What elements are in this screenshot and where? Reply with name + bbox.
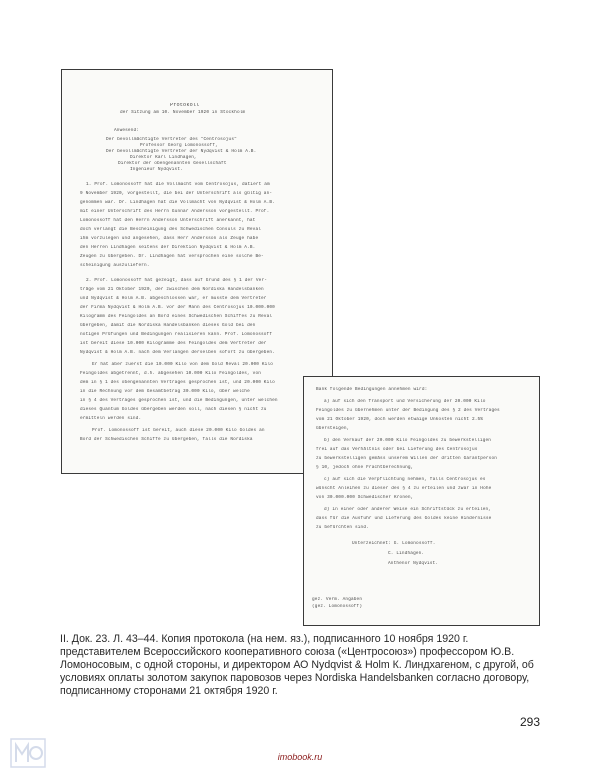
scan1-line: Professor Georg Lomonossoff,	[140, 143, 218, 148]
scan2-line: C. Lindhagen.	[388, 551, 425, 556]
scan2-line: d) in einer oder anderer Weise ein Schriftstück zu erteilen,	[324, 507, 492, 512]
scan1-line: scheinigung auszuliefern.	[80, 263, 150, 268]
scan2-line: zu befürchten sind.	[316, 525, 369, 530]
document-scan-page-2	[303, 376, 540, 626]
scan2-line: dass für die Ausfuhr und Lieferung des Goldes keine Hindernisse	[316, 516, 492, 521]
scan1-line: doch verlangt die Bescheinigung des Schwedischen Consuls zu Reval	[80, 227, 262, 232]
scan1-line: den Herren Lindhagen seitens der Direktion Nydqvist & Holm A.B.	[80, 245, 256, 250]
scan2-line: zu bewerkstelligen gemäss unserem Willen der dritten Garantperson	[316, 456, 498, 461]
document-scan-page-1	[61, 69, 333, 474]
scan1-line: und Nydqvist & Holm A.B. abgeschlossen war, er musste dem Vertreter	[80, 296, 267, 301]
scan2-line: (gez. Lomonossoff)	[312, 604, 363, 609]
scan1-line: Feingoldes abgetrennt, d.h. abgesehen 10.000 Kilo Feingoldes, von	[80, 371, 262, 376]
scan1-line: dieses Quantum Goldes übergeben werden soll, nach diesen § nicht zu	[80, 407, 267, 412]
scan1-line: Der bevollmächtigte Vertreter der Nydqvist & Holm A.B.	[106, 149, 257, 154]
scan1-line: ihm vorzulegen und angesehen, dass Herr Andersson als Zeuge habe	[80, 236, 259, 241]
scan1-line: 1. Prof. Lomonossoff hat die Vollmacht vom Centrosojus, datiert am	[86, 182, 270, 187]
scan2-line: wünscht Anleihen zu dieser des § 4 zu erteilen und zwar in Höhe	[316, 486, 492, 491]
scan1-line: Direktor Karl Lindhagen,	[130, 155, 197, 160]
scan1-line: Anwesend:	[114, 128, 140, 133]
scan1-line: träge vom 21 Oktober 1920, der zwischen dem Nordiska Handelsbanken	[80, 287, 264, 292]
scan1-line: Direktor der obengenannten Gesellschaft	[118, 161, 227, 166]
scan1-line: Er hat aber zuerst die 10.000 Kilo von dem Gold Reval 20.000 Kilo	[92, 362, 274, 367]
scan2-line: übersteigen,	[316, 426, 350, 431]
scan2-line: § 10, jedoch ohne Frachtberechnung,	[316, 465, 414, 470]
scan1-line: Nydqvist & Holm A.B. nach dem Verlangen derselben sofort zu übergeben.	[80, 350, 275, 355]
scan1-line: ist bereit diese 10.000 Kilogramme des Feingoldes dem Vertreter der	[80, 341, 267, 346]
scan1-line: Protokoll	[170, 103, 200, 108]
scan1-line: der Sitzung am 10. November 1920 in Stockholm	[120, 110, 246, 115]
scan1-line: genommen war. Dr. Lindhagen hat die Vollmacht von Nydqvist & Holm A.B.	[80, 200, 275, 205]
scan1-line: Zeugen zu übergeben. Dr. Lindhagen hat versprochen eine solche Be-	[80, 254, 264, 259]
scan2-line: gez. Verm. Angaben	[312, 597, 363, 602]
scan2-line: Bank folgende Bedingungen annehmen wird:	[316, 387, 428, 392]
scan2-line: frei auf das Verhältnis oder bei Lieferung des Centrosojus	[316, 447, 478, 452]
scan2-line: vom 21 Oktober 1920, doch werden etwaige Unkosten nicht 2.5%	[316, 417, 484, 422]
scan1-line: mit einer Unterschrift des Herrn Gunnar Andersson vorgestellt. Prof.	[80, 209, 270, 214]
scan1-line: Kilogramm des Feingoldes an Bord eines Schwedischen Schiffes zu Reval	[80, 314, 273, 319]
scan2-line: c) auf sich die Verpflichtung nehmen, falls Centrosojus es	[324, 477, 486, 482]
scan1-line: Der bevollmächtigte Vertreter des "Centrosojus"	[106, 137, 237, 142]
scan1-line: Ingenieur Nydqvist.	[130, 167, 183, 172]
scan1-line: Prof. Lomonossoff ist bereit, auch diese 20.000 Kilo Goldes an	[92, 428, 265, 433]
scan2-line: a) auf sich den Transport und Versicherung der 20.000 Kilo	[324, 399, 486, 404]
scan2-line: Unterzeichnet: G. Lomonossoff.	[352, 541, 436, 546]
scan2-line: Feingoldes zu übernehmen unter der Bedingung des § 2 des Vertrages	[316, 408, 500, 413]
scan1-line: Lomonossoff hat den Herrn Andersson Unterschrift anerkannt, hat	[80, 218, 256, 223]
scan2-line: Anthenor Nydqvist.	[388, 561, 439, 566]
scan2-line: b) den Verkauf der 20.000 Kilo Feingoldes zu bewerkstelligen	[324, 438, 492, 443]
scan1-line: Bord der Schwedischen Schiffe zu übergeben, falls die Nordiska	[80, 437, 253, 442]
page-number: 293	[519, 715, 540, 729]
site-footer-link[interactable]: imobook.ru	[277, 752, 323, 762]
scan1-line: übergeben, damit die Nordiska Handelsbanken dieses Gold bei den	[80, 323, 256, 328]
scan1-line: nötigen Prüfungen und Bedingungen realisieren kann. Prof. Lomonossoff	[80, 332, 273, 337]
scan1-line: in die Rechnung vor dem Gesamtbetrag 30.000 Kilo, über welche	[80, 389, 250, 394]
figure-caption: II. Док. 23. Л. 43–44. Копия протокола (на нем. яз.), подписанного 10 ноября 1920 г. представителем Всероссийского кооперативного союза («Центросоюз») профессором Ю.В. Ломоносовым, с одной стороны, и директором АО Nydqvist & Holm К. Линдхагеном, с другой, об условиях оплаты золотом закупок паровозов через Nordiska Handelsbanken согласно договору, подписанному сторонами 21 октября 1920 г.	[60, 633, 534, 697]
scan1-line: 2. Prof. Lomonossoff hat gezeigt, dass auf Grund des § 1 der Ver-	[86, 278, 268, 283]
scan1-line: ermitteln werden sind.	[80, 416, 142, 421]
scan2-line: von 30.000.000 Schwedischer Kronen,	[316, 495, 414, 500]
scan1-line: 9 November 1920, vorgestellt, die bei der Unterschrift als gültig an-	[80, 191, 273, 196]
scan1-line: der Firma Nydqvist & Holm A.B. vor der Mann des Centrosojus 10.000.000	[80, 305, 275, 310]
scan1-line: dem in § 1 des obengenannten Vertrages gesprochen ist, und 20.000 Kilo	[80, 380, 275, 385]
scan1-line: in § 4 des Vertrages gesprochen ist, und die Bedingungen, unter welchen	[80, 398, 278, 403]
